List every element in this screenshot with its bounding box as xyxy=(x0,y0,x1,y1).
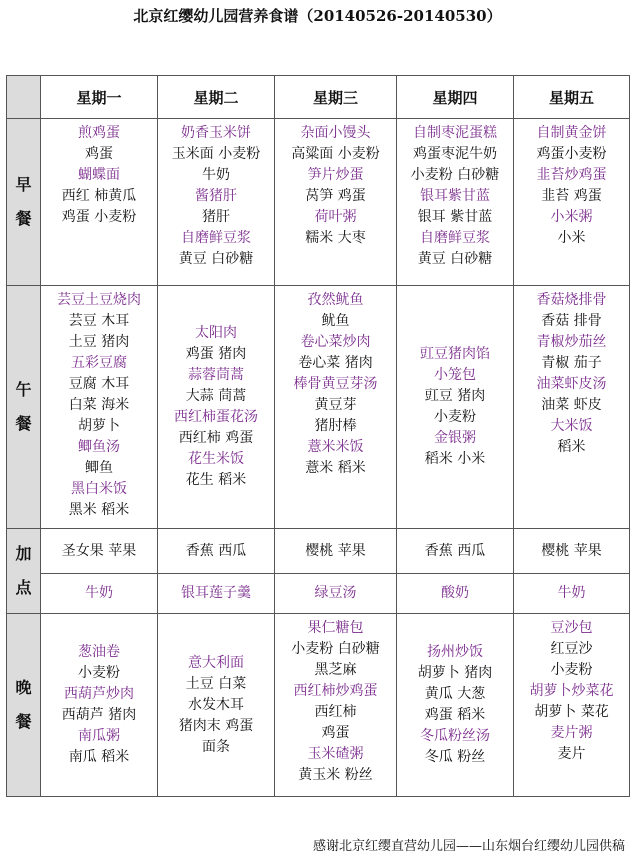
dish-name: 芸豆土豆烧肉 xyxy=(57,292,141,308)
dish-name: 薏米米饭 xyxy=(307,439,364,455)
ingredient-line: 胡萝卜 猪肉 xyxy=(417,665,493,681)
dish-name: 花生米饭 xyxy=(188,451,244,467)
day-header-tue: 星期二 xyxy=(158,76,275,119)
ingredient-line: 花生 稻米 xyxy=(185,472,247,488)
snack-drink-cell: 牛奶 xyxy=(514,574,630,614)
dish-name: 煎鸡蛋 xyxy=(78,125,120,141)
ingredient-line: 黄豆芽 xyxy=(314,397,357,413)
ingredient-line: 稻米 小米 xyxy=(424,451,486,467)
ingredient-line: 冬瓜 粉丝 xyxy=(424,749,486,765)
dish-name: 西葫芦炒肉 xyxy=(64,686,134,702)
breakfast-cell xyxy=(158,119,275,286)
dish-name: 胡萝卜炒菜花 xyxy=(529,683,614,699)
ingredient-line: 小麦粉 xyxy=(550,662,593,678)
dish-name: 鲫鱼汤 xyxy=(78,439,120,455)
ingredient-line: 土豆 白菜 xyxy=(185,675,247,692)
dish-name: 小笼包 xyxy=(434,367,476,383)
ingredient-line: 小麦粉 白砂糖 xyxy=(291,641,380,657)
lunch-label: 午 餐 xyxy=(7,286,41,529)
dish-name: 香菇烧排骨 xyxy=(536,292,607,308)
dish-name: 麦片粥 xyxy=(550,725,593,741)
ingredient-line: 猪肝 xyxy=(202,209,230,225)
dish-name: 荷叶粥 xyxy=(314,209,357,225)
ingredient-line: 水发木耳 xyxy=(188,696,244,713)
ingredient-line: 黄玉米 粉丝 xyxy=(298,767,373,783)
dinner-row xyxy=(7,614,630,797)
snack-label: 加 点 xyxy=(7,529,41,614)
ingredient-line: 白菜 海米 xyxy=(68,397,130,413)
ingredient-line: 南瓜 稻米 xyxy=(68,749,130,765)
dish-name: 自磨鲜豆浆 xyxy=(181,230,251,246)
ingredient-line: 鸡蛋 猪肉 xyxy=(185,346,247,362)
dish-name: 葱油卷 xyxy=(78,644,120,660)
ingredient-line: 银耳 紫甘蓝 xyxy=(417,209,493,225)
ingredient-line: 土豆 猪肉 xyxy=(68,334,130,350)
dish-name: 卷心菜炒肉 xyxy=(300,334,371,350)
dinner-cell xyxy=(275,614,397,797)
dish-name: 自制黄金饼 xyxy=(536,125,607,141)
ingredient-line: 红豆沙 xyxy=(550,641,593,657)
dish-name: 油菜虾皮汤 xyxy=(536,376,607,392)
snack-fruit-cell: 香蕉 西瓜 xyxy=(158,529,275,574)
breakfast-cell xyxy=(275,119,397,286)
ingredient-line: 卷心菜 猪肉 xyxy=(298,355,373,371)
dish-name: 黑白米饭 xyxy=(71,481,127,497)
snack-drink-cell: 酸奶 xyxy=(397,574,514,614)
ingredient-line: 鸡蛋 稻米 xyxy=(424,707,486,723)
ingredient-line: 小麦粉 白砂糖 xyxy=(410,167,500,183)
dish-name: 棒骨黄豆芽汤 xyxy=(293,376,378,392)
ingredient-line: 鸡蛋 xyxy=(321,725,350,741)
dish-name: 笋片炒蛋 xyxy=(307,167,364,183)
day-header-thu: 星期四 xyxy=(397,76,514,119)
day-header-mon: 星期一 xyxy=(41,76,158,119)
lunch-cell xyxy=(275,286,397,529)
breakfast-row xyxy=(7,119,630,286)
lunch-cell xyxy=(41,286,158,529)
ingredient-line: 稻米 xyxy=(557,439,586,455)
snack-fruit-cell: 樱桃 苹果 xyxy=(275,529,397,574)
corner-cell xyxy=(7,76,41,119)
ingredient-line: 西葫芦 猪肉 xyxy=(61,707,137,723)
dish-name: 韭苔炒鸡蛋 xyxy=(536,167,607,183)
ingredient-line: 鸡蛋枣泥牛奶 xyxy=(413,146,497,162)
ingredient-line: 胡萝卜 xyxy=(78,418,120,434)
ingredient-line: 小米 xyxy=(557,230,586,246)
ingredient-line: 鱿鱼 xyxy=(321,313,350,329)
dish-name: 蝴蝶面 xyxy=(78,167,120,183)
dish-name: 酱猪肝 xyxy=(195,188,237,204)
dish-name: 果仁糖包 xyxy=(307,620,364,636)
dish-name: 小米粥 xyxy=(550,209,593,225)
ingredient-line: 小麦粉 xyxy=(434,409,476,425)
dish-name: 大米饭 xyxy=(550,418,593,434)
ingredient-line: 胡萝卜 菜花 xyxy=(534,704,609,720)
ingredient-line: 西红柿 xyxy=(314,704,357,720)
dish-name: 西红柿炒鸡蛋 xyxy=(293,683,378,699)
snack-drink-cell: 绿豆汤 xyxy=(275,574,397,614)
dish-name: 银耳紫甘蓝 xyxy=(420,188,490,204)
breakfast-cell xyxy=(41,119,158,286)
dish-name: 自制枣泥蛋糕 xyxy=(413,125,497,141)
dinner-cell xyxy=(158,614,275,797)
ingredient-line: 小麦粉 xyxy=(78,665,120,681)
snack-fruit-cell: 圣女果 苹果 xyxy=(41,529,158,574)
snack-fruit-cell: 香蕉 西瓜 xyxy=(397,529,514,574)
ingredient-line: 薏米 稻米 xyxy=(305,460,366,476)
ingredient-line: 油菜 虾皮 xyxy=(541,397,602,413)
ingredient-line: 芸豆 木耳 xyxy=(68,313,130,329)
dinner-cell xyxy=(397,614,514,797)
snack-drink-cell: 银耳莲子羹 xyxy=(158,574,275,614)
ingredient-line: 西红 柿黄瓜 xyxy=(61,188,137,204)
dish-name: 杂面小馒头 xyxy=(300,125,371,141)
ingredient-line: 莴笋 鸡蛋 xyxy=(305,188,366,204)
lunch-cell xyxy=(397,286,514,529)
lunch-row xyxy=(7,286,630,529)
breakfast-label: 早 餐 xyxy=(7,119,41,286)
ingredient-line: 鸡蛋小麦粉 xyxy=(536,146,607,162)
ingredient-line: 韭苔 鸡蛋 xyxy=(541,188,602,204)
dinner-label: 晚 餐 xyxy=(7,614,41,797)
ingredient-line: 豇豆 猪肉 xyxy=(424,388,486,404)
snack-fruit-row xyxy=(7,529,630,574)
ingredient-line: 豆腐 木耳 xyxy=(68,376,130,392)
day-header-fri: 星期五 xyxy=(514,76,630,119)
dish-name: 蒜蓉茼蒿 xyxy=(188,367,244,383)
ingredient-line: 西红柿 鸡蛋 xyxy=(178,430,254,446)
ingredient-line: 麦片 xyxy=(557,746,586,762)
dish-name: 青椒炒茄丝 xyxy=(536,334,607,350)
ingredient-line: 黄豆 白砂糖 xyxy=(178,251,254,267)
menu-table xyxy=(6,75,630,797)
snack-drink-row xyxy=(7,574,630,614)
credit-note: 感谢北京红缨直营幼儿园——山东烟台红缨幼儿园供稿 xyxy=(312,839,625,854)
header-row xyxy=(7,76,630,119)
ingredient-line: 黄瓜 大葱 xyxy=(424,686,486,702)
dish-name: 扬州炒饭 xyxy=(427,644,483,660)
dish-name: 豇豆猪肉馅 xyxy=(420,346,490,362)
ingredient-line: 猪肘棒 xyxy=(314,418,357,434)
breakfast-cell xyxy=(397,119,514,286)
ingredient-line: 糯米 大枣 xyxy=(305,230,366,246)
dish-name: 意大利面 xyxy=(188,654,244,671)
ingredient-line: 玉米面 小麦粉 xyxy=(171,146,261,162)
dinner-cell xyxy=(514,614,630,797)
ingredient-line: 鲫鱼 xyxy=(85,460,113,476)
ingredient-line: 面条 xyxy=(202,738,230,755)
ingredient-line: 黑芝麻 xyxy=(314,662,357,678)
day-header-wed: 星期三 xyxy=(275,76,397,119)
dish-name: 五彩豆腐 xyxy=(71,355,127,371)
dish-name: 南瓜粥 xyxy=(78,728,120,744)
dish-name: 冬瓜粉丝汤 xyxy=(420,728,490,744)
page-title: 北京红缨幼儿园营养食谱（20140526-20140530） xyxy=(133,7,502,25)
ingredient-line: 牛奶 xyxy=(202,167,230,183)
ingredient-line: 黑米 稻米 xyxy=(68,502,130,518)
dish-name: 奶香玉米饼 xyxy=(181,125,251,141)
lunch-cell xyxy=(514,286,630,529)
ingredient-line: 香菇 排骨 xyxy=(541,313,602,329)
dish-name: 自磨鲜豆浆 xyxy=(420,230,490,246)
dish-name: 金银粥 xyxy=(434,430,476,446)
dish-name: 玉米碴粥 xyxy=(307,746,364,762)
snack-fruit-cell: 樱桃 苹果 xyxy=(514,529,630,574)
dish-name: 太阳肉 xyxy=(195,325,237,341)
ingredient-line: 黄豆 白砂糖 xyxy=(417,251,493,267)
ingredient-line: 大蒜 茼蒿 xyxy=(185,388,247,404)
breakfast-cell xyxy=(514,119,630,286)
snack-drink-cell: 牛奶 xyxy=(41,574,158,614)
ingredient-line: 高粱面 小麦粉 xyxy=(291,146,380,162)
dish-name: 西红柿蛋花汤 xyxy=(174,409,258,425)
ingredient-line: 猪肉末 鸡蛋 xyxy=(178,717,254,734)
dinner-cell xyxy=(41,614,158,797)
dish-name: 孜然鱿鱼 xyxy=(307,292,364,308)
ingredient-line: 青椒 茄子 xyxy=(541,355,602,371)
ingredient-line: 鸡蛋 xyxy=(85,146,113,162)
dish-name: 豆沙包 xyxy=(550,620,593,636)
ingredient-line: 鸡蛋 小麦粉 xyxy=(61,209,137,225)
lunch-cell xyxy=(158,286,275,529)
